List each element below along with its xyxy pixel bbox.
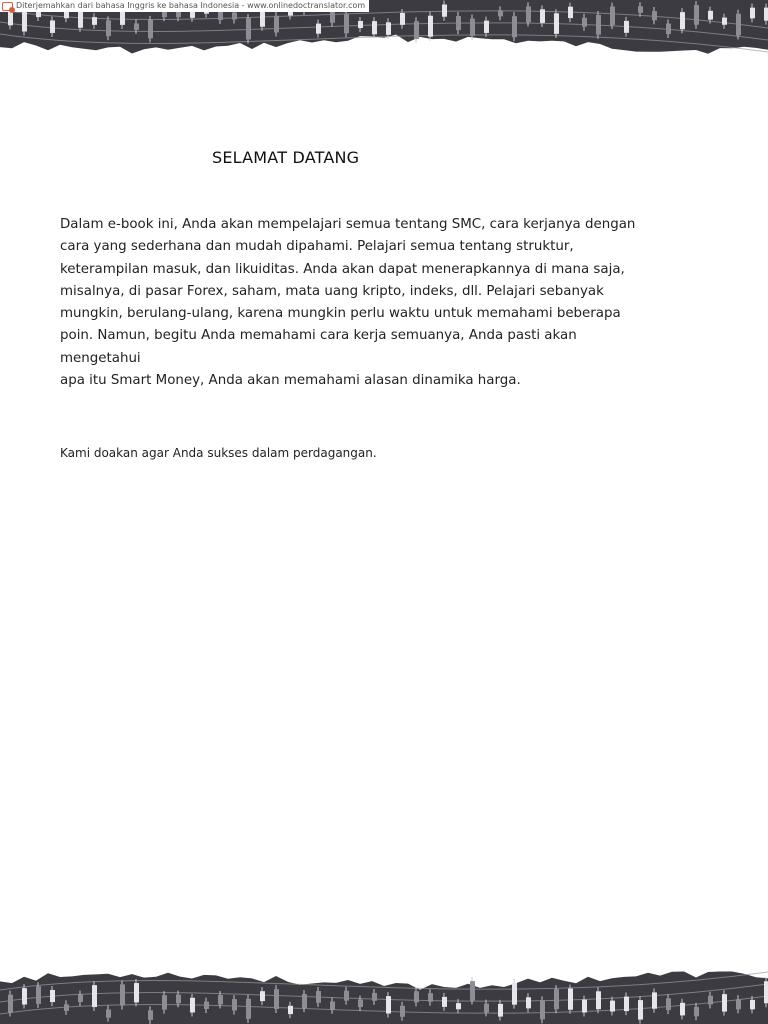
candle-body	[134, 983, 139, 1002]
candle-body	[666, 24, 671, 35]
candle-body	[372, 21, 377, 34]
candle-body	[106, 20, 111, 36]
bottom-decorative-banner	[0, 962, 768, 1024]
candle-body	[232, 999, 237, 1010]
closing-line: Kami doakan agar Anda sukses dalam perdagangan.	[60, 446, 377, 460]
candle-body	[372, 993, 377, 1001]
page-title: SELAMAT DATANG	[212, 148, 360, 167]
candle-body	[512, 983, 517, 1005]
candle-body	[120, 984, 125, 1005]
candle-body	[92, 985, 97, 1007]
candle-body	[330, 11, 335, 23]
candle-body	[358, 999, 363, 1007]
intro-line: mungkin, berulang-ulang, karena mungkin perlu waktu untuk memahami beberapa	[60, 306, 621, 322]
candle-body	[554, 13, 559, 34]
translator-note-text[interactable]: Diterjemahkan dari bahasa Inggris ke bahasa Indonesia - www.onlinedoctranslator.com	[16, 1, 366, 10]
candle-body	[666, 998, 671, 1010]
candle-body	[386, 996, 391, 1013]
candle-body	[708, 11, 713, 20]
candle-body	[204, 1002, 209, 1009]
candle-body	[624, 21, 629, 33]
candle-body	[428, 993, 433, 1002]
candle-body	[78, 995, 83, 1003]
candle-body	[582, 1000, 587, 1013]
candle-body	[680, 1003, 685, 1016]
candle-body	[442, 5, 447, 17]
candle-body	[148, 20, 153, 39]
candle-body	[722, 18, 727, 25]
candle-body	[484, 21, 489, 33]
candle-body	[708, 996, 713, 1005]
candle-body	[624, 997, 629, 1012]
candle-body	[694, 1007, 699, 1016]
candle-body	[302, 994, 307, 1008]
candle-body	[764, 981, 768, 1003]
candle-body	[498, 1004, 503, 1017]
candle-body	[176, 995, 181, 1004]
candle-body	[260, 991, 265, 1001]
translator-note[interactable]	[0, 0, 369, 12]
candle-body	[638, 6, 643, 13]
document-translate-icon	[2, 2, 13, 11]
candle-body	[736, 14, 741, 36]
candle-body	[190, 998, 195, 1013]
candle-body	[596, 991, 601, 1009]
candle-body	[50, 990, 55, 1002]
candlestick-pattern-bottom	[0, 962, 768, 1024]
candle-body	[442, 997, 447, 1007]
candle-body	[330, 1002, 335, 1010]
candle-body	[750, 8, 755, 19]
intro-line: poin. Namun, begitu Anda memahami cara kerja semuanya, Anda pasti akan mengetahui	[60, 328, 577, 366]
candle-body	[484, 1004, 489, 1013]
candle-body	[498, 10, 503, 16]
candle-body	[22, 988, 27, 1004]
candle-body	[8, 995, 13, 1013]
candle-body	[246, 999, 251, 1019]
candle-body	[470, 19, 475, 36]
candle-body	[400, 1006, 405, 1017]
candle-body	[414, 991, 419, 1002]
candle-body	[456, 16, 461, 30]
candle-body	[316, 991, 321, 1003]
candle-body	[134, 23, 139, 30]
candle-body	[610, 1001, 615, 1012]
candle-body	[540, 1000, 545, 1019]
candle-body	[610, 7, 615, 26]
candle-body	[526, 6, 531, 22]
candle-body	[344, 14, 349, 34]
candle-body	[652, 11, 657, 20]
candle-body	[680, 12, 685, 29]
intro-line: Dalam e-book ini, Anda akan mempelajari semua tentang SMC, cara kerjanya dengan	[60, 217, 636, 232]
candle-body	[36, 986, 41, 1004]
candle-body	[232, 13, 237, 20]
candle-body	[106, 1009, 111, 1017]
candle-body	[722, 994, 727, 1012]
candle-body	[764, 8, 768, 21]
intro-line: apa itu Smart Money, Anda akan memahami alasan dinamika harga.	[60, 373, 521, 389]
candle-body	[64, 1004, 69, 1011]
candle-body	[596, 15, 601, 35]
candle-body	[50, 20, 55, 32]
candle-body	[526, 997, 531, 1008]
intro-line: keterampilan masuk, dan likuiditas. Anda akan dapat menerapkannya di mana saja,	[60, 261, 625, 277]
candle-body	[470, 981, 475, 1000]
intro-paragraph	[60, 214, 650, 392]
candle-body	[288, 1006, 293, 1014]
candle-body	[274, 16, 279, 33]
candle-body	[456, 1003, 461, 1009]
candle-body	[554, 989, 559, 1009]
candle-body	[400, 13, 405, 25]
candle-body	[568, 7, 573, 18]
intro-line: cara yang sederhana dan mudah dipahami. Pelajari semua tentang struktur,	[60, 239, 574, 255]
candle-body	[260, 10, 265, 27]
candle-body	[274, 989, 279, 1009]
candle-body	[540, 9, 545, 23]
candle-body	[736, 999, 741, 1009]
candle-body	[428, 16, 433, 37]
candle-body	[652, 992, 657, 1008]
candle-body	[316, 24, 321, 34]
candle-body	[414, 21, 419, 39]
candle-body	[568, 989, 573, 1010]
candle-body	[162, 995, 167, 1009]
candle-body	[750, 1000, 755, 1009]
intro-line: misalnya, di pasar Forex, saham, mata uang kripto, indeks, dll. Pelajari sebanyak	[60, 283, 604, 299]
candle-body	[582, 18, 587, 27]
candle-body	[148, 1010, 153, 1020]
candle-body	[22, 10, 27, 31]
candle-body	[218, 995, 223, 1004]
candle-body	[694, 5, 699, 25]
candle-body	[386, 22, 391, 35]
candle-body	[92, 17, 97, 25]
candle-body	[344, 991, 349, 1001]
candle-body	[638, 1000, 643, 1020]
candle-body	[358, 21, 363, 28]
candle-body	[512, 16, 517, 37]
candle-body	[246, 18, 251, 39]
